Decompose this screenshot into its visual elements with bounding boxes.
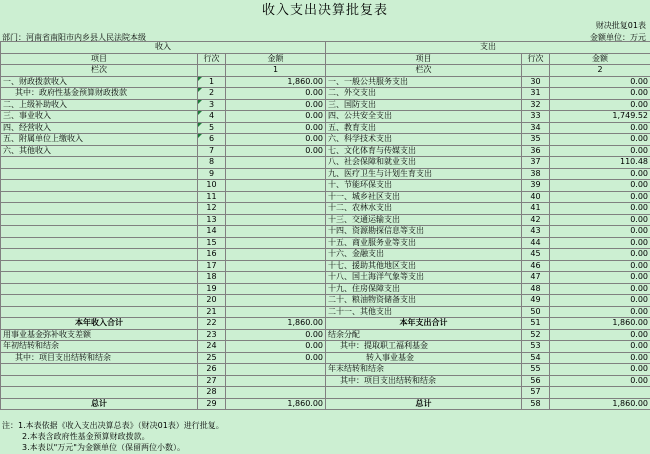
income-line-cell: 19 xyxy=(198,283,226,295)
income-amount-cell xyxy=(226,203,326,215)
income-item-cell: 二、上级补助收入 xyxy=(1,99,198,111)
table-row xyxy=(1,111,650,123)
income-line-cell: 7 xyxy=(198,145,226,157)
table-row xyxy=(1,214,650,226)
expense-item-cell: 一、一般公共服务支出 xyxy=(326,76,522,88)
income-line-cell: 23 xyxy=(198,329,226,341)
income-item-cell: 其中：政府性基金预算财政拨款 xyxy=(1,88,198,100)
expense-amount-cell: 0.00 xyxy=(550,203,650,215)
income-line-cell: 25 xyxy=(198,352,226,364)
col-blank-left xyxy=(198,65,226,77)
expense-amount-cell: 0.00 xyxy=(550,122,650,134)
expense-item-cell: 其中：项目支出结转和结余 xyxy=(326,375,522,387)
expense-item-cell: 十、节能环保支出 xyxy=(326,180,522,192)
expense-line-cell: 43 xyxy=(522,226,550,238)
income-amount-cell xyxy=(226,306,326,318)
income-item-cell xyxy=(1,295,198,307)
income-item-cell xyxy=(1,237,198,249)
income-amount-cell: 0.00 xyxy=(226,122,326,134)
income-item-cell xyxy=(1,180,198,192)
income-item-cell xyxy=(1,375,198,387)
expense-line-cell: 50 xyxy=(522,306,550,318)
expense-item-cell: 年末结转和结余 xyxy=(326,364,522,376)
income-item-cell: 一、财政拨款收入 xyxy=(1,76,198,88)
expense-amount-cell: 0.00 xyxy=(550,99,650,111)
expense-amount-cell: 0.00 xyxy=(550,191,650,203)
table-row xyxy=(1,398,650,410)
income-line-cell: 3 xyxy=(198,99,226,111)
expense-item-cell: 十二、农林水支出 xyxy=(326,203,522,215)
expense-item-cell: 十八、国土海洋气象等支出 xyxy=(326,272,522,284)
income-line-cell: 28 xyxy=(198,387,226,399)
page-title: 收入支出决算批复表 xyxy=(261,3,388,18)
income-amount-cell: 0.00 xyxy=(226,134,326,146)
income-item-cell xyxy=(1,249,198,261)
income-item-cell: 年初结转和结余 xyxy=(1,341,198,353)
expense-amount-cell: 0.00 xyxy=(550,364,650,376)
income-amount-cell xyxy=(226,387,326,399)
table-row xyxy=(1,387,650,399)
expense-line-cell: 36 xyxy=(522,145,550,157)
income-line-cell: 24 xyxy=(198,341,226,353)
amount-header-right: 金额 xyxy=(550,53,650,65)
expense-amount-cell: 0.00 xyxy=(550,249,650,261)
income-item-cell: 六、其他收入 xyxy=(1,145,198,157)
income-line-cell: 5 xyxy=(198,122,226,134)
income-item-cell xyxy=(1,283,198,295)
income-amount-cell xyxy=(226,364,326,376)
expense-section-header: 支出 xyxy=(326,42,650,54)
income-line-cell: 16 xyxy=(198,249,226,261)
expense-item-cell: 二十、粮油物资储备支出 xyxy=(326,295,522,307)
expense-item-cell: 总计 xyxy=(326,398,522,410)
expense-line-cell: 49 xyxy=(522,295,550,307)
expense-line-cell: 56 xyxy=(522,375,550,387)
income-line-cell: 20 xyxy=(198,295,226,307)
expense-item-cell: 本年支出合计 xyxy=(326,318,522,330)
expense-item-cell: 十九、住房保障支出 xyxy=(326,283,522,295)
expense-line-cell: 44 xyxy=(522,237,550,249)
income-item-cell xyxy=(1,226,198,238)
income-item-cell: 其中：项目支出结转和结余 xyxy=(1,352,198,364)
table-row xyxy=(1,318,650,330)
expense-item-cell: 六、科学技术支出 xyxy=(326,134,522,146)
income-amount-cell xyxy=(226,272,326,284)
income-line-cell: 22 xyxy=(198,318,226,330)
income-amount-cell xyxy=(226,214,326,226)
expense-amount-cell: 0.00 xyxy=(550,283,650,295)
col-num-right: 2 xyxy=(550,65,650,77)
income-item-cell xyxy=(1,203,198,215)
income-line-cell: 17 xyxy=(198,260,226,272)
table-row xyxy=(1,237,650,249)
expense-amount-cell: 0.00 xyxy=(550,180,650,192)
income-amount-cell xyxy=(226,283,326,295)
notes xyxy=(0,420,650,453)
income-item-cell xyxy=(1,191,198,203)
table-row xyxy=(1,283,650,295)
income-line-cell: 10 xyxy=(198,180,226,192)
income-line-cell: 1 xyxy=(198,76,226,88)
table-row xyxy=(1,226,650,238)
income-item-cell xyxy=(1,272,198,284)
expense-item-cell: 七、文化体育与传媒支出 xyxy=(326,145,522,157)
expense-amount-cell: 0.00 xyxy=(550,352,650,364)
amount-header-left: 金额 xyxy=(226,53,326,65)
income-section-header: 收入 xyxy=(1,42,326,54)
income-item-cell xyxy=(1,157,198,169)
expense-amount-cell xyxy=(550,387,650,399)
table-row xyxy=(1,341,650,353)
note-1: 注：1.本表依据《收入支出决算总表》（财决01表）进行批复。 xyxy=(2,421,224,430)
income-amount-cell xyxy=(226,249,326,261)
expense-amount-cell: 0.00 xyxy=(550,375,650,387)
expense-amount-cell: 0.00 xyxy=(550,260,650,272)
expense-item-cell: 其中：提取职工福利基金 xyxy=(326,341,522,353)
table-row xyxy=(1,249,650,261)
income-line-cell: 18 xyxy=(198,272,226,284)
expense-item-cell: 八、社会保障和就业支出 xyxy=(326,157,522,169)
income-amount-cell: 1,860.00 xyxy=(226,76,326,88)
expense-amount-cell: 0.00 xyxy=(550,168,650,180)
income-line-cell: 2 xyxy=(198,88,226,100)
form-number: 财决批复01表 xyxy=(595,21,646,30)
expense-item-cell: 十一、城乡社区支出 xyxy=(326,191,522,203)
expense-line-cell: 46 xyxy=(522,260,550,272)
income-amount-cell: 0.00 xyxy=(226,329,326,341)
col-label-right: 栏次 xyxy=(326,65,522,77)
expense-line-cell: 40 xyxy=(522,191,550,203)
expense-line-cell: 33 xyxy=(522,111,550,123)
expense-amount-cell: 0.00 xyxy=(550,237,650,249)
income-amount-cell: 0.00 xyxy=(226,145,326,157)
expense-line-cell: 57 xyxy=(522,387,550,399)
expense-amount-cell: 0.00 xyxy=(550,226,650,238)
income-item-cell: 三、事业收入 xyxy=(1,111,198,123)
income-amount-cell: 1,860.00 xyxy=(226,318,326,330)
income-line-cell: 4 xyxy=(198,111,226,123)
expense-item-cell xyxy=(326,387,522,399)
item-header-left: 项目 xyxy=(1,53,198,65)
income-amount-cell xyxy=(226,191,326,203)
expense-item-cell: 十四、资源勘探信息等支出 xyxy=(326,226,522,238)
income-line-cell: 9 xyxy=(198,168,226,180)
income-amount-cell: 0.00 xyxy=(226,99,326,111)
table-row xyxy=(1,145,650,157)
income-line-cell: 12 xyxy=(198,203,226,215)
department-label: 部门：河南省南阳市内乡县人民法院本级 xyxy=(2,33,146,42)
income-line-cell: 13 xyxy=(198,214,226,226)
income-line-cell: 8 xyxy=(198,157,226,169)
line-header-right: 行次 xyxy=(522,53,550,65)
expense-amount-cell: 0.00 xyxy=(550,329,650,341)
expense-amount-cell: 0.00 xyxy=(550,341,650,353)
section-header-row xyxy=(1,42,650,54)
income-line-cell: 6 xyxy=(198,134,226,146)
item-header-right: 项目 xyxy=(326,53,522,65)
income-amount-cell xyxy=(226,295,326,307)
income-amount-cell xyxy=(226,237,326,249)
col-num-left: 1 xyxy=(226,65,326,77)
column-number-row xyxy=(1,65,650,77)
table-row xyxy=(1,203,650,215)
income-item-cell xyxy=(1,306,198,318)
col-label-left: 栏次 xyxy=(1,65,198,77)
expense-amount-cell: 1,860.00 xyxy=(550,398,650,410)
income-item-cell xyxy=(1,260,198,272)
expense-line-cell: 34 xyxy=(522,122,550,134)
expense-item-cell: 转入事业基金 xyxy=(326,352,522,364)
expense-amount-cell: 0.00 xyxy=(550,76,650,88)
income-amount-cell xyxy=(226,168,326,180)
table-row xyxy=(1,352,650,364)
table-row xyxy=(1,99,650,111)
expense-line-cell: 35 xyxy=(522,134,550,146)
expense-item-cell: 二十一、其他支出 xyxy=(326,306,522,318)
expense-line-cell: 38 xyxy=(522,168,550,180)
expense-item-cell: 十六、金融支出 xyxy=(326,249,522,261)
table-row xyxy=(1,260,650,272)
income-amount-cell xyxy=(226,157,326,169)
income-amount-cell xyxy=(226,180,326,192)
expense-amount-cell: 1,749.52 xyxy=(550,111,650,123)
income-amount-cell: 0.00 xyxy=(226,352,326,364)
expense-line-cell: 37 xyxy=(522,157,550,169)
table-row xyxy=(1,329,650,341)
line-header-left: 行次 xyxy=(198,53,226,65)
income-item-cell xyxy=(1,364,198,376)
expense-line-cell: 58 xyxy=(522,398,550,410)
income-line-cell: 21 xyxy=(198,306,226,318)
income-line-cell: 26 xyxy=(198,364,226,376)
table-row xyxy=(1,122,650,134)
table-row xyxy=(1,306,650,318)
income-line-cell: 11 xyxy=(198,191,226,203)
expense-line-cell: 51 xyxy=(522,318,550,330)
income-item-cell xyxy=(1,214,198,226)
table-row xyxy=(1,168,650,180)
expense-amount-cell: 0.00 xyxy=(550,88,650,100)
table-row xyxy=(1,180,650,192)
income-item-cell: 本年收入合计 xyxy=(1,318,198,330)
income-line-cell: 15 xyxy=(198,237,226,249)
income-line-cell: 29 xyxy=(198,398,226,410)
expense-line-cell: 52 xyxy=(522,329,550,341)
expense-item-cell: 结余分配 xyxy=(326,329,522,341)
expense-line-cell: 47 xyxy=(522,272,550,284)
income-amount-cell xyxy=(226,375,326,387)
expense-line-cell: 39 xyxy=(522,180,550,192)
expense-line-cell: 53 xyxy=(522,341,550,353)
income-item-cell: 五、附属单位上缴收入 xyxy=(1,134,198,146)
expense-item-cell: 三、国防支出 xyxy=(326,99,522,111)
expense-line-cell: 48 xyxy=(522,283,550,295)
col-blank-right xyxy=(522,65,550,77)
table-row xyxy=(1,134,650,146)
expense-amount-cell: 0.00 xyxy=(550,306,650,318)
table-row xyxy=(1,191,650,203)
expense-line-cell: 32 xyxy=(522,99,550,111)
table-row xyxy=(1,272,650,284)
income-amount-cell xyxy=(226,260,326,272)
column-header-row xyxy=(1,53,650,65)
expense-line-cell: 41 xyxy=(522,203,550,215)
expense-amount-cell: 0.00 xyxy=(550,214,650,226)
income-amount-cell: 0.00 xyxy=(226,341,326,353)
income-line-cell: 14 xyxy=(198,226,226,238)
expense-item-cell: 十三、交通运输支出 xyxy=(326,214,522,226)
expense-item-cell: 四、公共安全支出 xyxy=(326,111,522,123)
income-item-cell: 四、经营收入 xyxy=(1,122,198,134)
expense-amount-cell: 1,860.00 xyxy=(550,318,650,330)
income-item-cell xyxy=(1,168,198,180)
expense-line-cell: 55 xyxy=(522,364,550,376)
income-line-cell: 27 xyxy=(198,375,226,387)
income-amount-cell: 0.00 xyxy=(226,88,326,100)
income-amount-cell: 1,860.00 xyxy=(226,398,326,410)
expense-amount-cell: 110.48 xyxy=(550,157,650,169)
income-item-cell: 总计 xyxy=(1,398,198,410)
income-amount-cell xyxy=(226,226,326,238)
budget-table xyxy=(0,41,650,410)
expense-amount-cell: 0.00 xyxy=(550,295,650,307)
expense-amount-cell: 0.00 xyxy=(550,145,650,157)
expense-item-cell: 十七、援助其他地区支出 xyxy=(326,260,522,272)
expense-line-cell: 31 xyxy=(522,88,550,100)
expense-item-cell: 五、教育支出 xyxy=(326,122,522,134)
amount-unit-label: 金额单位：万元 xyxy=(590,33,646,42)
expense-item-cell: 十五、商业服务业等支出 xyxy=(326,237,522,249)
expense-line-cell: 42 xyxy=(522,214,550,226)
expense-item-cell: 二、外交支出 xyxy=(326,88,522,100)
table-row xyxy=(1,157,650,169)
table-row xyxy=(1,375,650,387)
expense-amount-cell: 0.00 xyxy=(550,134,650,146)
expense-amount-cell: 0.00 xyxy=(550,272,650,284)
expense-item-cell: 九、医疗卫生与计划生育支出 xyxy=(326,168,522,180)
table-row xyxy=(1,364,650,376)
income-item-cell: 用事业基金弥补收支差额 xyxy=(1,329,198,341)
note-3: 3.本表以"万元"为金额单位（保留两位小数）。 xyxy=(22,443,185,452)
table-row xyxy=(1,76,650,88)
expense-line-cell: 54 xyxy=(522,352,550,364)
expense-line-cell: 45 xyxy=(522,249,550,261)
table-row xyxy=(1,88,650,100)
expense-line-cell: 30 xyxy=(522,76,550,88)
note-2: 2.本表含政府性基金预算财政拨款。 xyxy=(22,432,150,441)
table-row xyxy=(1,295,650,307)
income-item-cell xyxy=(1,387,198,399)
income-amount-cell: 0.00 xyxy=(226,111,326,123)
